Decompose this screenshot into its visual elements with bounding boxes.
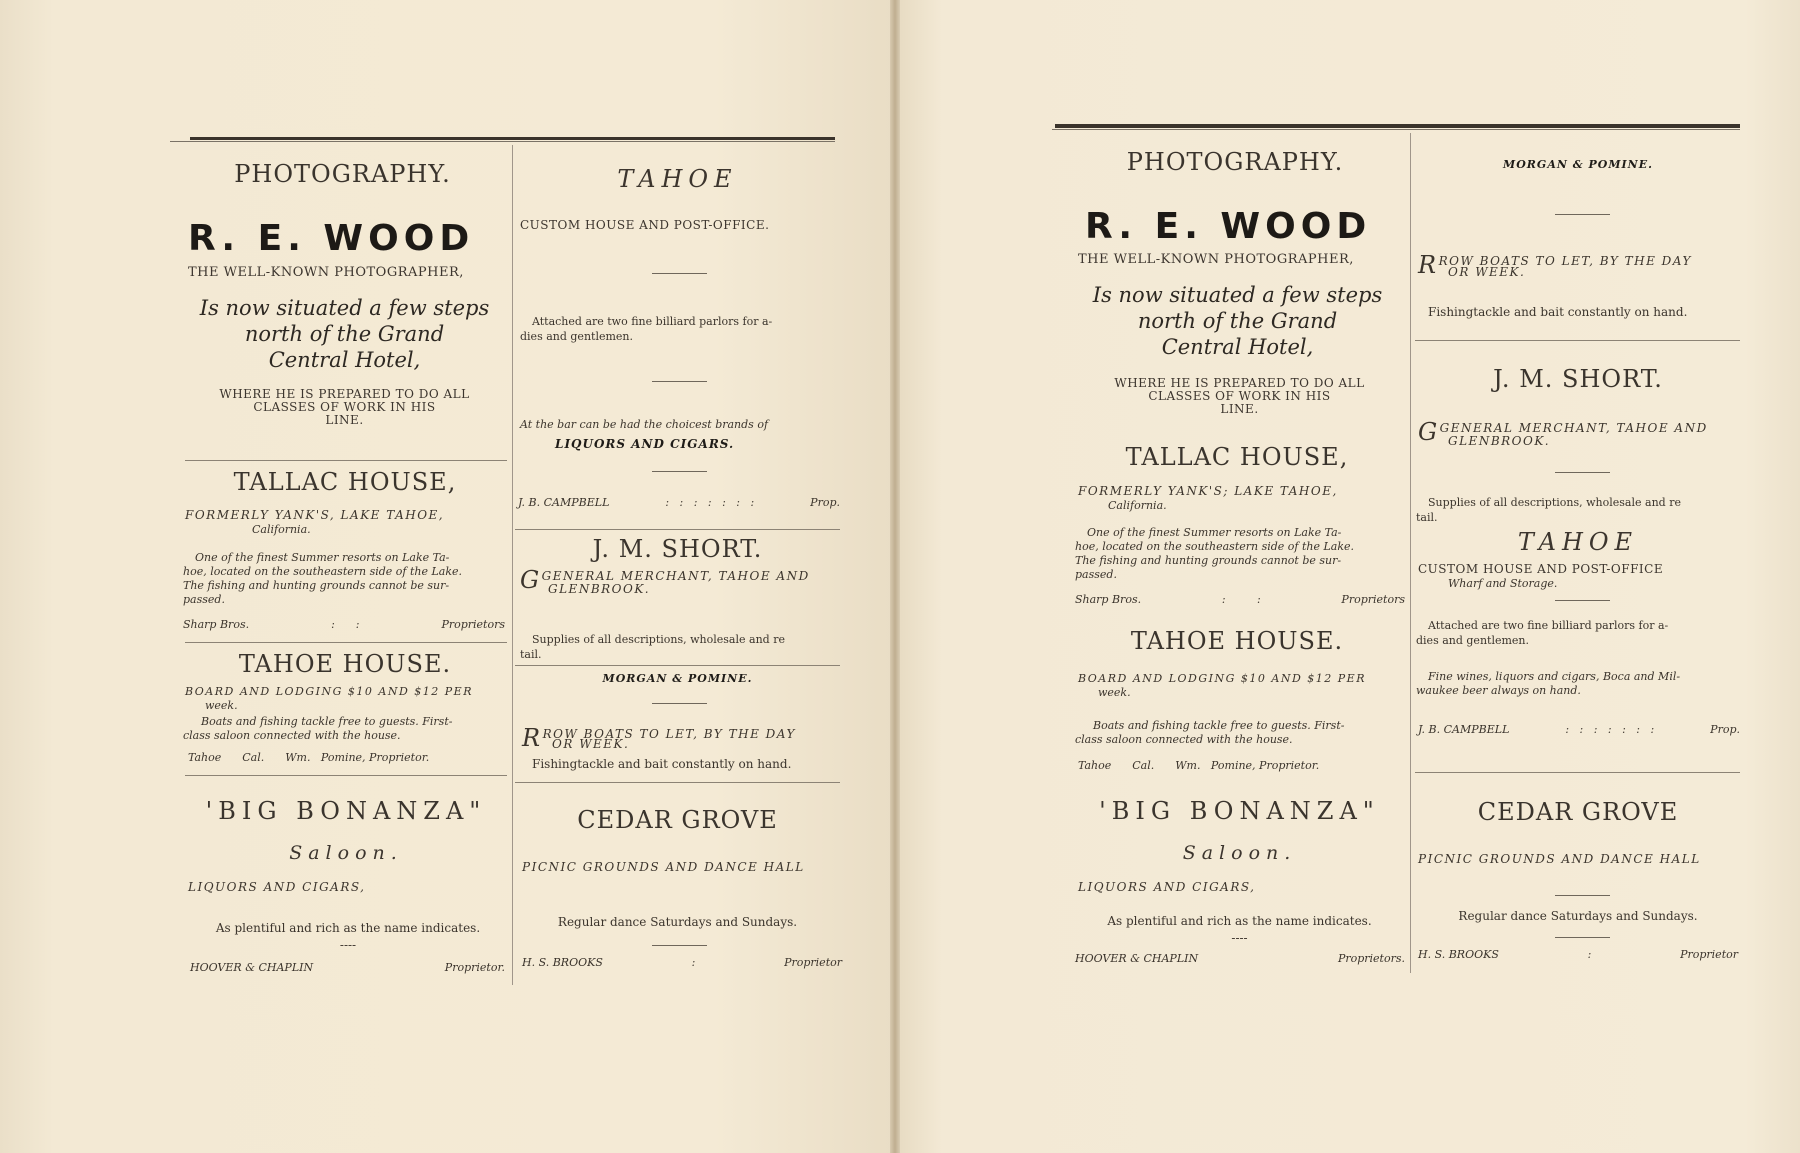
short-divider — [1555, 600, 1610, 601]
saloon-subtitle: Saloon. — [1182, 842, 1297, 864]
j-m-short-title: J. M. SHORT. — [1493, 365, 1663, 393]
big-bonanza-title: 'BIG BONANZA" — [205, 797, 487, 825]
short-divider — [652, 471, 707, 472]
supplies-text: Supplies of all descriptions, wholesale and re tail. — [520, 633, 785, 661]
morgan-pomine: MORGAN & POMINE. — [1503, 158, 1653, 171]
column-divider-right — [1410, 133, 1411, 973]
short-subtitle-2: GLENBROOK. — [548, 582, 651, 596]
tahoe-house-board: BOARD AND LODGING $10 AND $12 PER — [185, 685, 473, 698]
tallac-house-title: TALLAC HOUSE, — [233, 468, 457, 496]
fine-wines: Fine wines, liquors and cigars, Boca and Mil- waukee beer always on hand. — [1416, 670, 1681, 697]
column-divider-left — [512, 145, 513, 985]
fishingtackle: Fishingtackle and bait constantly on hand. — [1428, 305, 1688, 319]
tallac-proprietors: Sharp Bros. : : Proprietors — [1075, 593, 1405, 606]
divider — [515, 782, 840, 783]
bonanza-liquors: LIQUORS AND CIGARS, — [1078, 880, 1256, 894]
short-divider — [652, 703, 707, 704]
supplies-text: Supplies of all descriptions, wholesale and re tail. — [1416, 496, 1681, 524]
tallac-proprietors: Sharp Bros. : : Proprietors — [183, 618, 505, 631]
bonanza-proprietor: HOOVER & CHAPLIN Proprietor. — [190, 961, 505, 974]
wood-situated: Is now situated a few steps north of the Grand Central Hotel, — [1092, 283, 1383, 359]
divider — [1415, 340, 1740, 341]
cedar-grove-title: CEDAR GROVE — [577, 806, 778, 834]
wood-tagline: THE WELL-KNOWN PHOTOGRAPHER, — [1078, 252, 1354, 267]
picnic-grounds: PICNIC GROUNDS AND DANCE HALL — [1418, 852, 1701, 866]
rowboats: RROW BOATS TO LET, BY THE DAY — [1418, 251, 1692, 279]
r-e-wood-name: R. E. WOOD — [188, 218, 475, 259]
tallac-location: California. — [1108, 499, 1167, 512]
tallac-house-title: TALLAC HOUSE, — [1125, 443, 1349, 471]
bar-line: At the bar can be had the choicest brands of — [520, 418, 769, 431]
divider — [1415, 772, 1740, 773]
campbell-proprietor: J. B. CAMPBELL : : : : : : : Prop. — [1418, 723, 1740, 736]
top-rule-right-thin — [1052, 129, 1740, 130]
billiard-text: Attached are two fine billiard parlors for a- dies and gentlemen. — [1416, 619, 1669, 647]
tahoe-house-boats: Boats and fishing tackle free to guests. First- class saloon connected with the house. — [183, 715, 453, 742]
bonanza-plentiful: As plentiful and rich as the name indicates. — [1107, 914, 1372, 928]
tallac-subtitle: FORMERLY YANK'S; LAKE TAHOE, — [1078, 484, 1338, 498]
tahoe-house-board: BOARD AND LODGING $10 AND $12 PER — [1078, 672, 1366, 685]
divider — [515, 665, 840, 666]
wood-situated: Is now situated a few steps north of the Grand Central Hotel, — [199, 296, 490, 372]
custom-house: CUSTOM HOUSE AND POST-OFFICE — [1418, 562, 1664, 576]
tallac-body: One of the finest Summer resorts on Lake Ta- hoe, located on the southeastern side of the Lake. The fishing and hunting grounds cannot be sur- passed. — [1075, 526, 1355, 581]
divider — [185, 642, 507, 643]
bonanza-plentiful: As plentiful and rich as the name indicates. — [215, 921, 481, 935]
tahoe-house-place: Tahoe Cal. Wm. Pomine, Proprietor. — [188, 751, 430, 764]
tallac-location: California. — [252, 523, 311, 536]
brooks-proprietor: H. S. BROOKS : Proprietor — [522, 956, 842, 969]
regular-dance: Regular dance Saturdays and Sundays. — [1458, 909, 1698, 923]
short-divider — [652, 381, 707, 382]
short-divider — [1555, 214, 1610, 215]
morgan-pomine: MORGAN & POMINE. — [602, 672, 753, 685]
billiard-text: Attached are two fine billiard parlors for a- dies and gentlemen. — [520, 315, 773, 343]
j-m-short-title: J. M. SHORT. — [592, 535, 763, 563]
short-subtitle: GGENERAL MERCHANT, TAHOE AND — [1418, 418, 1708, 446]
short-divider — [1555, 472, 1610, 473]
tallac-body: One of the finest Summer resorts on Lake Ta- hoe, located on the southeastern side of the Lake. The fishing and hunting grounds cannot be sur- passed. — [183, 551, 463, 606]
bonanza-dashes: ---- — [1231, 931, 1248, 945]
divider — [185, 460, 507, 461]
top-rule-left — [190, 137, 835, 140]
tahoe-house-week: week. — [205, 699, 238, 712]
photography-title: PHOTOGRAPHY. — [1126, 148, 1344, 176]
wood-where: WHERE HE IS PREPARED TO DO ALL CLASSES OF WORK IN HIS LINE. — [1114, 376, 1365, 416]
tahoe-house-boats: Boats and fishing tackle free to guests. First- class saloon connected with the house. — [1075, 719, 1345, 746]
bonanza-dashes: ---- — [339, 938, 357, 952]
bonanza-proprietor: HOOVER & CHAPLIN Proprietors. — [1075, 952, 1405, 965]
big-bonanza-title: 'BIG BONANZA" — [1099, 797, 1380, 825]
short-divider — [1555, 937, 1610, 938]
liquors-and-cigars: LIQUORS AND CIGARS. — [555, 437, 735, 451]
tahoe-house-week: week. — [1098, 686, 1131, 699]
short-subtitle: GGENERAL MERCHANT, TAHOE AND — [520, 566, 810, 594]
short-divider — [1555, 895, 1610, 896]
tahoe-title: TAHOE — [617, 165, 738, 193]
short-divider — [652, 945, 707, 946]
wood-where: WHERE HE IS PREPARED TO DO ALL CLASSES OF WORK IN HIS LINE. — [219, 387, 470, 427]
wharf-storage: Wharf and Storage. — [1448, 577, 1558, 590]
top-rule-left-thin — [170, 141, 835, 142]
fishingtackle: Fishingtackle and bait constantly on hand. — [532, 757, 792, 771]
custom-house: CUSTOM HOUSE AND POST-OFFICE. — [520, 218, 770, 232]
rowboats-2: OR WEEK. — [552, 737, 630, 751]
short-divider — [652, 273, 707, 274]
divider — [185, 775, 507, 776]
r-e-wood-name: R. E. WOOD — [1085, 206, 1372, 247]
wood-tagline: THE WELL-KNOWN PHOTOGRAPHER, — [188, 265, 464, 280]
short-subtitle-2: GLENBROOK. — [1448, 434, 1551, 448]
rowboats: RROW BOATS TO LET, BY THE DAY — [522, 724, 796, 752]
tahoe-house-title: TAHOE HOUSE. — [1130, 627, 1344, 655]
campbell-proprietor: J. B. CAMPBELL : : : : : : : Prop. — [518, 496, 840, 509]
bonanza-liquors: LIQUORS AND CIGARS, — [188, 880, 366, 894]
tahoe-title: TAHOE — [1517, 528, 1639, 556]
regular-dance: Regular dance Saturdays and Sundays. — [557, 915, 798, 929]
tahoe-house-place: Tahoe Cal. Wm. Pomine, Proprietor. — [1078, 759, 1320, 772]
cedar-grove-title: CEDAR GROVE — [1477, 798, 1679, 826]
brooks-proprietor: H. S. BROOKS : Proprietor — [1418, 948, 1738, 961]
top-rule-right — [1055, 124, 1740, 128]
divider — [515, 529, 840, 530]
tahoe-house-title: TAHOE HOUSE. — [238, 650, 452, 678]
rowboats-2: OR WEEK. — [1448, 265, 1526, 279]
photography-title: PHOTOGRAPHY. — [234, 160, 451, 188]
binding-gutter — [890, 0, 900, 1153]
saloon-subtitle: Saloon. — [289, 842, 403, 864]
picnic-grounds: PICNIC GROUNDS AND DANCE HALL — [522, 860, 805, 874]
tallac-subtitle: FORMERLY YANK'S, LAKE TAHOE, — [185, 508, 445, 522]
